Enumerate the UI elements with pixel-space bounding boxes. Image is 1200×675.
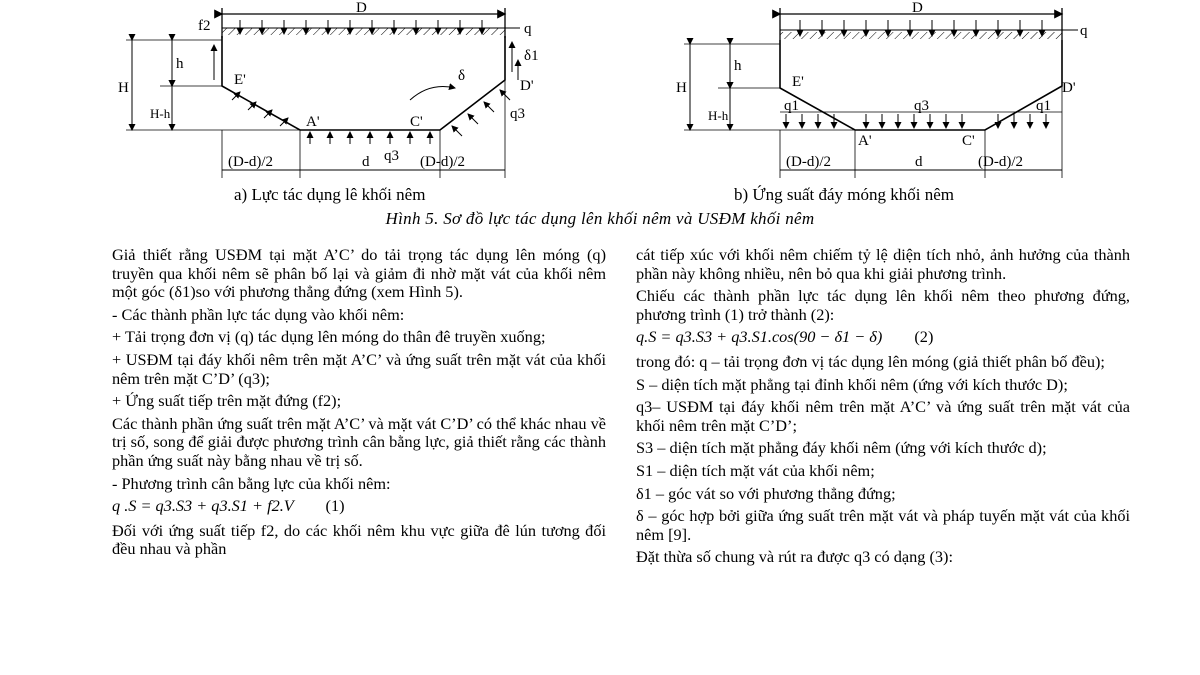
svg-text:(D-d)/2: (D-d)/2 [786,154,831,170]
svg-text:q1: q1 [784,98,799,114]
svg-text:h: h [734,58,742,74]
paragraph: Đặt thừa số chung và rút ra được q3 có dạng (3): [636,547,953,567]
svg-text:q3: q3 [914,98,929,114]
paragraph: S1 – diện tích mặt vát của khối nêm; [636,460,875,480]
paragraph: S – diện tích mặt phẳng tại đỉnh khối nêm (ứng với kích thước D); [636,374,1068,394]
diagram-b [684,8,1078,178]
svg-text:q1: q1 [1036,98,1051,114]
svg-text:H: H [676,80,687,96]
svg-text:(D-d)/2: (D-d)/2 [420,154,465,170]
paragraph: + Ứng suất tiếp trên mặt đứng (f2); [112,391,342,411]
svg-text:(D-d)/2: (D-d)/2 [978,154,1023,170]
svg-text:E': E' [234,72,246,88]
paragraph: δ1 – góc vát so với phương thẳng đứng; [636,483,896,503]
diagram-a [126,8,520,178]
equation-1-body: q .S = q3.S3 + q3.S1 + f2.V [112,496,294,516]
svg-text:δ: δ [458,68,466,84]
right-column [636,246,1130,571]
svg-text:d: d [915,154,923,170]
svg-text:(D-d)/2: (D-d)/2 [228,154,273,170]
svg-text:D': D' [520,78,534,94]
svg-text:q3: q3 [510,106,525,122]
paragraph: S3 – diện tích mặt phẳng đáy khối nêm (ứng với kích thước d); [636,438,1047,458]
paragraph: Các thành phần ứng suất trên mặt A’C’ và mặt vát C’D’ có thể khác nhau về trị số, song để giải được phương trình cân bằng lực, giả thiết rằng các thành phần ứng suất này bằng nhau về trị số. [112,413,606,470]
svg-text:H-h: H-h [150,106,171,121]
paragraph: + Tải trọng đơn vị (q) tác dụng lên móng do thân đê truyền xuống; [112,327,546,347]
caption-b: b) Ứng suất đáy móng khối nêm [734,185,954,204]
svg-text:H: H [118,80,129,96]
paragraph: δ – góc hợp bởi giữa ứng suất trên mặt vát và pháp tuyến mặt vát của khối nêm [9]. [636,506,1130,544]
svg-text:q: q [1080,23,1088,39]
svg-text:A': A' [306,114,320,130]
equation-2-number: (2) [914,327,934,347]
paragraph: trong đó: q – tải trọng đơn vị tác dụng lên móng (giả thiết phân bố đều); [636,351,1105,371]
svg-text:q3: q3 [384,148,399,164]
svg-text:A': A' [858,133,872,149]
paragraph: - Phương trình cân bằng lực của khối nêm: [112,473,391,493]
figure-title: Hình 5. Sơ đồ lực tác dụng lên khối nêm và USĐM khối nêm [385,209,815,228]
equation-1-number: (1) [325,496,345,516]
svg-text:C': C' [410,114,423,130]
diagram-b-labels [676,0,1088,170]
left-column [112,246,606,563]
figure-diagrams [0,0,1200,206]
svg-text:f2: f2 [198,18,211,34]
caption-a: a) Lực tác dụng lê khối nêm [234,185,426,204]
paragraph: q3– USĐM tại đáy khối nêm trên mặt A’C’ và ứng suất trên mặt vát của khối nêm trên mặt C’D’; [636,397,1130,435]
svg-text:δ1: δ1 [524,48,539,64]
equation-2 [636,328,1130,347]
paragraph: Đối với ứng suất tiếp f2, do các khối nêm khu vực giữa đê lún tương đối đều nhau và phần [112,520,606,559]
equation-2-body: q.S = q3.S3 + q3.S1.cos(90 − δ1 − δ) [636,327,883,347]
svg-text:D: D [356,0,367,16]
svg-text:E': E' [792,74,804,90]
paragraph: Chiếu các thành phần lực tác dụng lên khối nêm theo phương đứng, phương trình (1) trở thành (2): [636,286,1130,324]
equation-1 [112,497,606,516]
svg-text:h: h [176,56,184,72]
svg-text:D: D [912,0,923,16]
svg-text:d: d [362,154,370,170]
paragraph: - Các thành phần lực tác dụng vào khối nêm: [112,304,405,324]
svg-text:q: q [524,21,532,37]
svg-text:D': D' [1062,80,1076,96]
paragraph: Giả thiết rằng USĐM tại mặt A’C’ do tải trọng tác dụng lên móng (q) truyền qua khối nêm sẽ phân bố lại và giảm đi nhờ mặt vát của khối nêm một góc (δ1)so với phương thẳng đứng (xem Hình 5). [112,245,606,302]
svg-text:C': C' [962,133,975,149]
svg-text:H-h: H-h [708,108,729,123]
paragraph: cát tiếp xúc với khối nêm chiếm tỷ lệ diện tích nhỏ, ảnh hưởng của thành phần này không nhiều, nên bỏ qua khi giải phương trình. [636,245,1130,283]
paragraph: + USĐM tại đáy khối nêm trên mặt A’C’ và ứng suất trên mặt vát của khối nêm trên mặt C’D’ (q3); [112,349,606,388]
